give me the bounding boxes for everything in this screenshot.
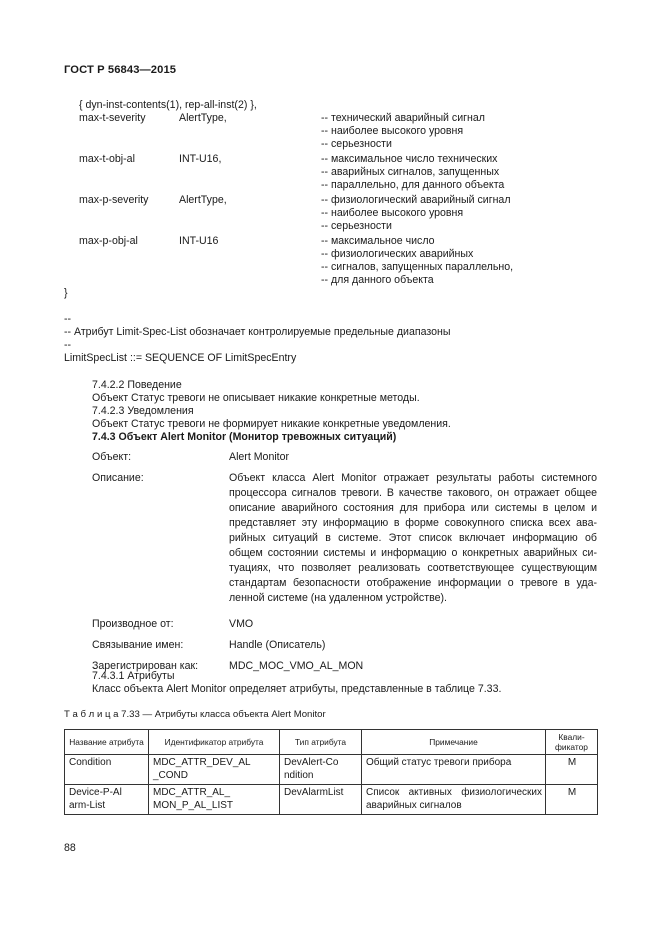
asn-field-name: max-p-severity xyxy=(79,194,149,206)
asn-comment: -- сигналов, запущенных параллельно, xyxy=(321,261,514,273)
asn-comment: -- наиболее высокого уровня xyxy=(321,207,464,219)
naming-label: Связывание имен: xyxy=(92,639,184,651)
cell-attr-id-text: MDC_ATTR_AL_MON_P_AL_LIST xyxy=(153,787,234,811)
asn-field-type: AlertType, xyxy=(179,112,227,124)
cell-attr-name xyxy=(65,785,149,815)
asn-closing-brace: } xyxy=(64,287,68,299)
description-line: стандартам безопасности отображение информации о тревоге в уда- xyxy=(229,577,597,589)
table-caption-text: 7.33 — Атрибуты класса объекта Alert Monitor xyxy=(118,709,326,720)
asn-field-type: AlertType, xyxy=(179,194,227,206)
description-line: описание аварийного состояния для прибора или системы в целом и xyxy=(229,502,597,514)
description-line: Объект класса Alert Monitor отражает результаты работы системного xyxy=(229,472,597,484)
asn-comment: -- максимальное число xyxy=(321,235,435,247)
asn-comment: -- параллельно, для данного объекта xyxy=(321,179,505,191)
cell-attr-type xyxy=(280,755,362,785)
cell-attr-name: Condition xyxy=(65,755,149,785)
header-attr-id: Идентификатор атрибута xyxy=(149,730,280,755)
cell-attr-type: DevAlarmList xyxy=(280,785,362,815)
cell-attr-id xyxy=(149,755,280,785)
description-line: процессора сигналов тревоги. В качестве такового, он отражает общее xyxy=(229,487,597,499)
asn-opening: { dyn-inst-contents(1), rep-all-inst(2) }, xyxy=(79,99,257,111)
section-title-7423: 7.4.2.3 Уведомления xyxy=(92,405,194,417)
registered-label: Зарегистрирован как: xyxy=(92,660,199,672)
header-qualifier: Квали-фикатор xyxy=(546,730,598,755)
table-row xyxy=(65,755,598,785)
page-header-standard: ГОСТ Р 56843—2015 xyxy=(64,64,177,76)
cell-attr-type-text: DevAlert-Condition xyxy=(284,757,339,781)
section-title-7422: 7.4.2.2 Поведение xyxy=(92,379,182,391)
asn-comment: -- максимальное число технических xyxy=(321,153,498,165)
table-caption-prefix: Т а б л и ц а xyxy=(64,709,119,720)
registered-value: MDC_MOC_VMO_AL_MON xyxy=(229,660,364,672)
cell-note: Общий статус тревоги прибора xyxy=(362,755,546,785)
section-text-7423: Объект Статус тревоги не формирует никакие конкретные уведомления. xyxy=(92,418,451,430)
description-line: ленной системе (на удаленном устройстве). xyxy=(229,592,447,604)
asn-comment: -- для данного объекта xyxy=(321,274,434,286)
header-attr-type: Тип атрибута xyxy=(280,730,362,755)
asn-comment: -- серьезности xyxy=(321,220,392,232)
page-number: 88 xyxy=(64,842,76,854)
asn-field-name: max-t-severity xyxy=(79,112,146,124)
asn-field-name: max-p-obj-al xyxy=(79,235,138,247)
asn-comment: -- физиологический аварийный сигнал xyxy=(321,194,511,206)
asn-comment: -- физиологических аварийных xyxy=(321,248,474,260)
asn-comment: -- аварийных сигналов, запущенных xyxy=(321,166,500,178)
asn-field-type: INT-U16, xyxy=(179,153,222,165)
section-text-7422: Объект Статус тревоги не описывает никакие конкретные методы. xyxy=(92,392,420,404)
description-line: общем состоянии системы и информацию о конкретных аварийных си- xyxy=(229,547,597,559)
asn-comment-dash: -- xyxy=(64,339,72,351)
cell-qualifier: M xyxy=(546,755,598,785)
section-title-7431: 7.4.3.1 Атрибуты xyxy=(92,670,175,682)
derived-value: VMO xyxy=(229,618,254,630)
cell-note: Список активных физиологических аварийных сигналов xyxy=(362,785,546,815)
section-text-7431: Класс объекта Alert Monitor определяет атрибуты, представленные в таблице 7.33. xyxy=(92,683,502,695)
cell-attr-id xyxy=(149,785,280,815)
derived-label: Производное от: xyxy=(92,618,174,630)
table-row xyxy=(65,785,598,815)
cell-attr-name-text: Device-P-Alarm-List xyxy=(69,787,122,811)
header-attr-name: Название атрибута xyxy=(65,730,149,755)
object-value: Alert Monitor xyxy=(229,451,290,463)
cell-attr-id-text: MDC_ATTR_DEV_AL_COND xyxy=(153,757,251,781)
asn-comment-dash: -- xyxy=(64,313,72,325)
description-line: представляет эту информацию в форме совокупного списка всех ава- xyxy=(229,517,597,529)
cell-qualifier: M xyxy=(546,785,598,815)
asn-field-name: max-t-obj-al xyxy=(79,153,135,165)
table-caption xyxy=(64,708,326,721)
naming-value: Handle (Описатель) xyxy=(229,639,326,651)
asn-limit-comment: -- Атрибут Limit-Spec-List обозначает контролируемые предельные диапазоны xyxy=(64,326,451,338)
asn-comment: -- серьезности xyxy=(321,138,392,150)
section-title-743: 7.4.3 Объект Alert Monitor (Монитор тревожных ситуаций) xyxy=(92,431,397,443)
asn-field-type: INT-U16 xyxy=(179,235,219,247)
description-label: Описание: xyxy=(92,472,144,484)
asn-comment: -- технический аварийный сигнал xyxy=(321,112,485,124)
asn-limit-definition: LimitSpecList ::= SEQUENCE OF LimitSpecEntry xyxy=(64,352,297,364)
table-header-row xyxy=(65,730,598,755)
object-label: Объект: xyxy=(92,451,132,463)
description-line: туациях, что позволяет реализовать соответствующее существующим xyxy=(229,562,597,574)
asn-comment: -- наиболее высокого уровня xyxy=(321,125,464,137)
description-line: рийных ситуаций в системе. Этот список включает информацию об xyxy=(229,532,597,544)
header-note: Примечание xyxy=(362,730,546,755)
attributes-table xyxy=(64,729,598,815)
